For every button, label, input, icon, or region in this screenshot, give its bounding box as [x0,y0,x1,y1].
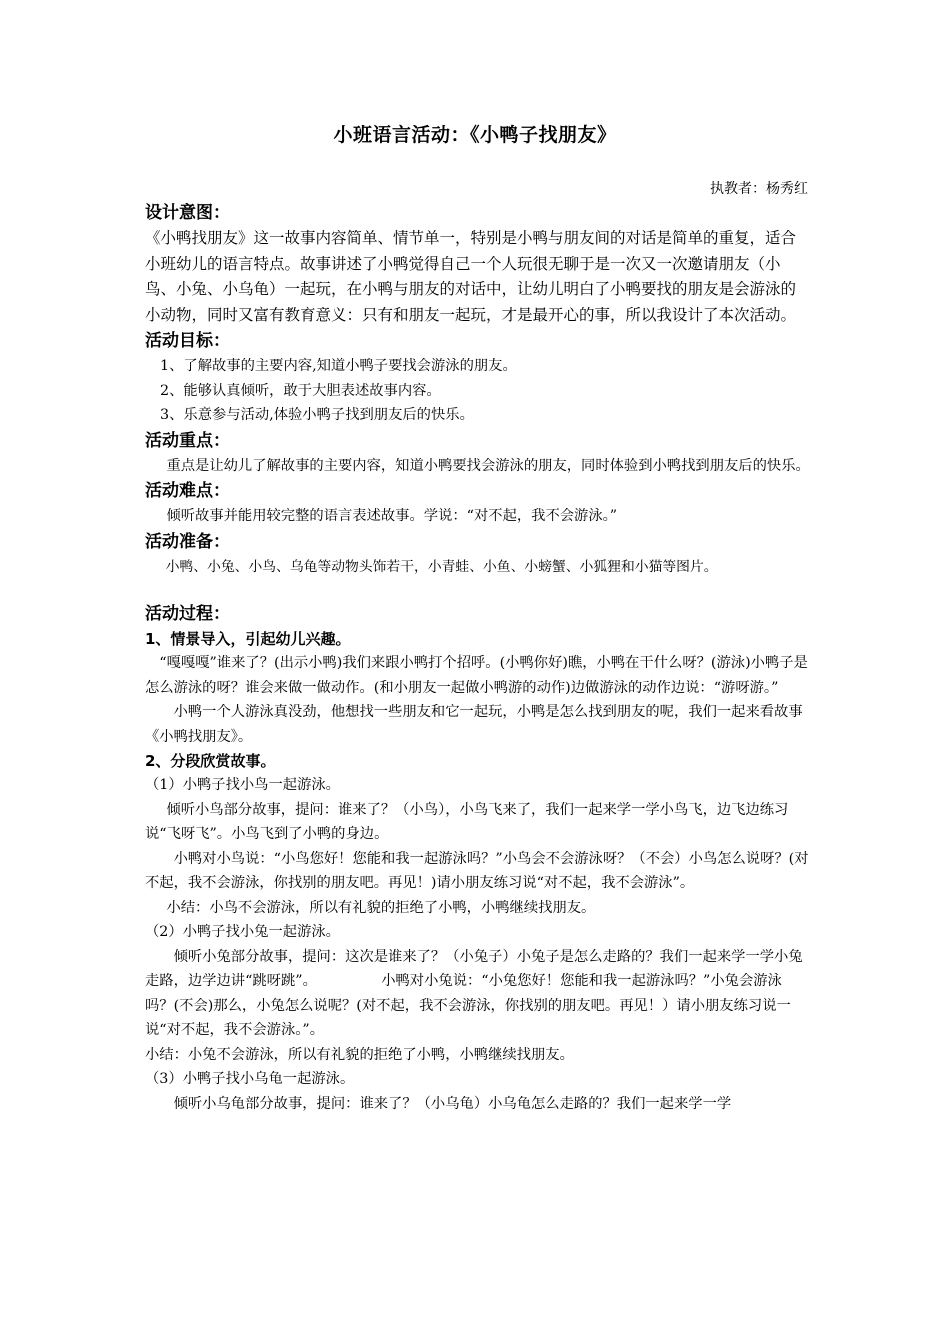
heading-preparation: 活动准备： [145,531,230,552]
goal-item: 1、了解故事的主要内容,知道小鸭子要找会游泳的朋友。 [160,358,517,374]
substep-paragraph: 小鸭对小鸟说：“小鸟您好！您能和我一起游泳吗？”小鸟会不会游泳呀？（不会）小鸟怎么说呀？(对不起，我不会游泳，你找别的朋友吧。再见！)请小朋友练习说“对不起，我不会游泳”。 [145,850,809,891]
author-line: 执教者：杨秀红 [710,181,808,197]
heading-difficulty: 活动难点： [145,481,230,501]
step2-heading: 2、分段欣赏故事。 [145,752,276,770]
substep-heading: （3）小鸭子找小乌龟一起游泳。 [145,1071,355,1087]
substep-summary: 小结：小兔不会游泳，所以有礼貌的拒绝了小鸭，小鸭继续找朋友。 [145,1046,574,1063]
step1-paragraph: 小鸭一个人游泳真没劲，他想找一些朋友和它一起玩，小鸭是怎么找到朋友的呢，我们一起来看故事《小鸭找朋友》。 [145,704,803,745]
substep-summary: 小结：小鸟不会游泳，所以有礼貌的拒绝了小鸭，小鸭继续找朋友。 [166,899,596,916]
goal-item: 3、乐意参与活动,体验小鸭子找到朋友后的快乐。 [160,407,474,423]
substep-paragraph: 倾听小鸟部分故事，提问：谁来了？（小鸟），小鸟飞来了，我们一起来学一学小鸟飞，边飞边练习说“飞呀飞”。小鸟飞到了小鸭的身边。 [145,801,789,842]
step1-heading: 1、情景导入，引起幼儿兴趣。 [145,630,351,648]
step1-paragraph: “嘎嘎嘎”谁来了？(出示小鸭)我们来跟小鸭打个招呼。(小鸭你好)瞧，小鸭在干什么呀？(游泳)小鸭子是怎么游泳的呀？谁会来做一做动作。(和小朋友一起做小鸭游的动作)边做游泳的动作边说：“游呀游。” [145,655,808,696]
document-body [145,200,810,1116]
heading-process: 活动过程： [145,604,230,624]
key-point-text: 重点是让幼儿了解故事的主要内容，知道小鸭要找会游泳的朋友，同时体验到小鸭找到朋友后的快乐。 [166,457,810,474]
heading-key-point: 活动重点： [145,430,230,451]
page-title: 小班语言活动：《小鸭子找朋友》 [333,124,617,146]
heading-goals: 活动目标： [145,331,230,351]
substep-paragraph: 倾听小兔部分故事，提问：这次是谁来了？（小兔子）小兔子是怎么走路的？我们一起来学一学小兔走路，边学边讲“跳呀跳”。 小鸭对小兔说：“小兔您好！您能和我一起游泳吗？”小兔会游泳吗？(不会)那么，小兔怎么说呢？(对不起，我不会游泳，你找别的朋友吧。再见！）请小朋友练习说一说“对不起，我不会游泳。”。 [145,948,803,1038]
heading-design-intent: 设计意图： [145,203,230,223]
substep-heading: （2）小鸭子找小兔一起游泳。 [145,924,340,940]
substep-paragraph: 倾听小乌龟部分故事，提问：谁来了？（小乌龟）小乌龟怎么走路的？我们一起来学一学 [173,1095,732,1112]
preparation-text: 小鸭、小兔、小鸟、乌龟等动物头饰若干，小青蛙、小鱼、小螃蟹、小狐狸和小猫等图片。 [165,558,718,575]
design-intent-text: 《小鸭找朋友》这一故事内容简单、情节单一，特别是小鸭与朋友间的对话是简单的重复，适合小班幼儿的语言特点。故事讲述了小鸭觉得自己一个人玩很无聊于是一次又一次邀请朋友（小鸟、小兔、小乌龟）一起玩，在小鸭与朋友的对话中，让幼儿明白了小鸭要找的朋友是会游泳的小动物，同时又富有教育意义：只有和朋友一起玩，才是最开心的事，所以我设计了本次活动。 [145,229,797,324]
goal-item: 2、能够认真倾听，敢于大胆表述故事内容。 [160,382,441,399]
difficulty-text: 倾听故事并能用较完整的语言表述故事。学说：“对不起，我不会游泳。” [166,508,618,524]
substep-heading: （1）小鸭子找小鸟一起游泳。 [145,777,340,793]
